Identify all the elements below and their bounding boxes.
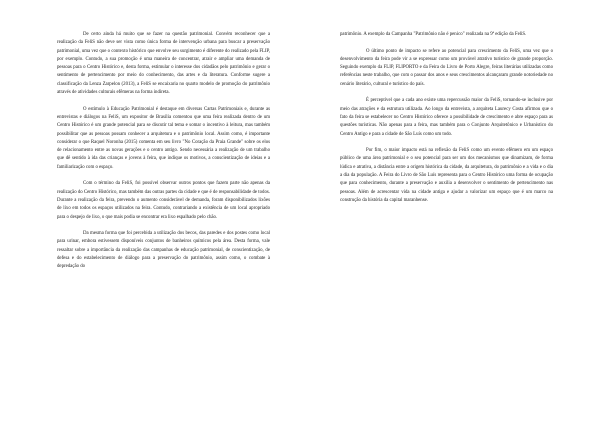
right-paragraph-1: patrimônio. A exemplo da Campanha "Patrimônio não é penico" realizada na 9ª edição da FeliS.	[340, 32, 527, 37]
left-page	[57, 31, 270, 272]
left-paragraph-3: Com o término da FeliS, foi possível observar outros pontos que fazem parte não apenas da realização do Centro Histórico, mas também das outras partes da cidade e que é de responsabilidade de todos. Durante a realização da feira, prevendo o aumento considerável de demanda, foram disponibilizados lixões de lixo em todos os espaços utilizados na feira. Contudo, contrariando a existência de um local apropriado para o despejo de lixo, o que mais podia se encontrar era lixo espalhado pelo chão.	[57, 181, 270, 220]
right-paragraph-4: Por fim, o maior impacto está na reflexão da FeliS como um evento efêmero em um espaço público de uma área patrimonial e o seu potencial para ser um dos mecanismos que dinamizam, de forma lúdica e atrativa, a distância entre a origem histórica da cidade, da arquitetura, do patrimônio e a vida e o dia a dia da população. A Feira do Livro de São Luís representa para o Centro Histórico uma forma de ocupação que para conhecimento, durante a preservação e auxilia a desenvolver o sentimento de pertencimento nas pessoas. Além de acrescentar vida na cidade antiga e ajudar a valorizar um espaço que é um marco na construção da história da capital maranhense.	[340, 148, 553, 203]
left-paragraph-4: Da mesma forma que foi percebida a utilização dos becos, das paredes e dos postes como local para urinar, embora estivessem disponíveis conjuntos de banheiros químicos pela área. Desta forma, vale ressaltar sobre a importância da realização das campanhas de educação patrimonial, de conscientização, de defesa e do estabelecimento de diálogo para a preservação do patrimônio, assim como, o combate à depredação do	[57, 231, 270, 270]
right-page	[340, 31, 553, 205]
left-paragraph-1: De certo ainda há muito que se fazer na questão patrimonial. Convém reconhecer que a realização da FeliS não deve ser vista como única forma de intervenção urbana para buscar a preservação patrimonial, uma vez que o contexto histórico que envolve seu surgimento é diferente do realizado pela FLIP, por exemplo. Contudo, a sua promoção é uma maneira de concentrar, atrair e ampliar uma demanda de pessoas para o Centro Histórico e, desta forma, estimular o interesse dos cidadãos pelo patrimônio e gerar o sentimento de pertencimento por meio do conhecimento, das artes e da literatura. Conforme sugere a classificação da Lenza Zarpelon (2013), a FeliS se encaixaria no quarto modelo de promoção do patrimônio através de atividades culturais efêmeras na forma indireta.	[57, 32, 270, 96]
left-paragraph-2: O estímulo à Educação Patrimonial é destaque em diversas Cartas Patrimoniais e, durante as entrevistas e diálogos na FeliS, um expositor de Brasília comentou que uma feira realizada dentro de um Centro Histórico é um grande potencial para se discutir tal tema e somar o incentivo à leitura, mas também possibilitar que as pessoas possam conhecer a arquitetura e o patrimônio local. Assim como, é importante considerar o que Raquel Noronha (2015) comenta em seu livro "No Coração da Praia Grande" sobre os elos de relacionamento entre as novas gerações e o centro antigo. Sendo necessária a realização de um trabalho que dê sentido à ida das crianças e jovens à feira, que indique os motivos, a conscientização de ideias e a familiarização com o espaço.	[57, 106, 270, 170]
right-paragraph-3: É perceptível que a cada ano existe uma repercussão maior da FeliS, tornando-se inclusive por meio das atrações e da estrutura utilizada. Ao longo da entrevista, a arquiteta Laurecy Costa afirmou que o fato da feira se estabelecer no Centro Histórico oferece a possibilidade de crescimento e abre espaço para as questões turísticas. Não apenas para a feira, mas também para o Conjunto Arquitetônico e Urbanístico do Centro Antigo e para a cidade de São Luís como um todo.	[340, 98, 553, 137]
right-paragraph-2: O último ponto de impacto se refere ao potencial para crescimento da FeliS, uma vez que o desenvolvimento da feira pode vir a se expressar como um provável atrativo turístico de grande proporção. Seguindo exemplo da FLIP, FLIPORTO e da Feira do Livro de Porto Alegre, feiras literárias utilizadas como referências neste trabalho, que com o passar dos anos e seus crescimentos alcançaram grande notoriedade no cenário literário, cultural e turístico do país.	[340, 48, 553, 87]
